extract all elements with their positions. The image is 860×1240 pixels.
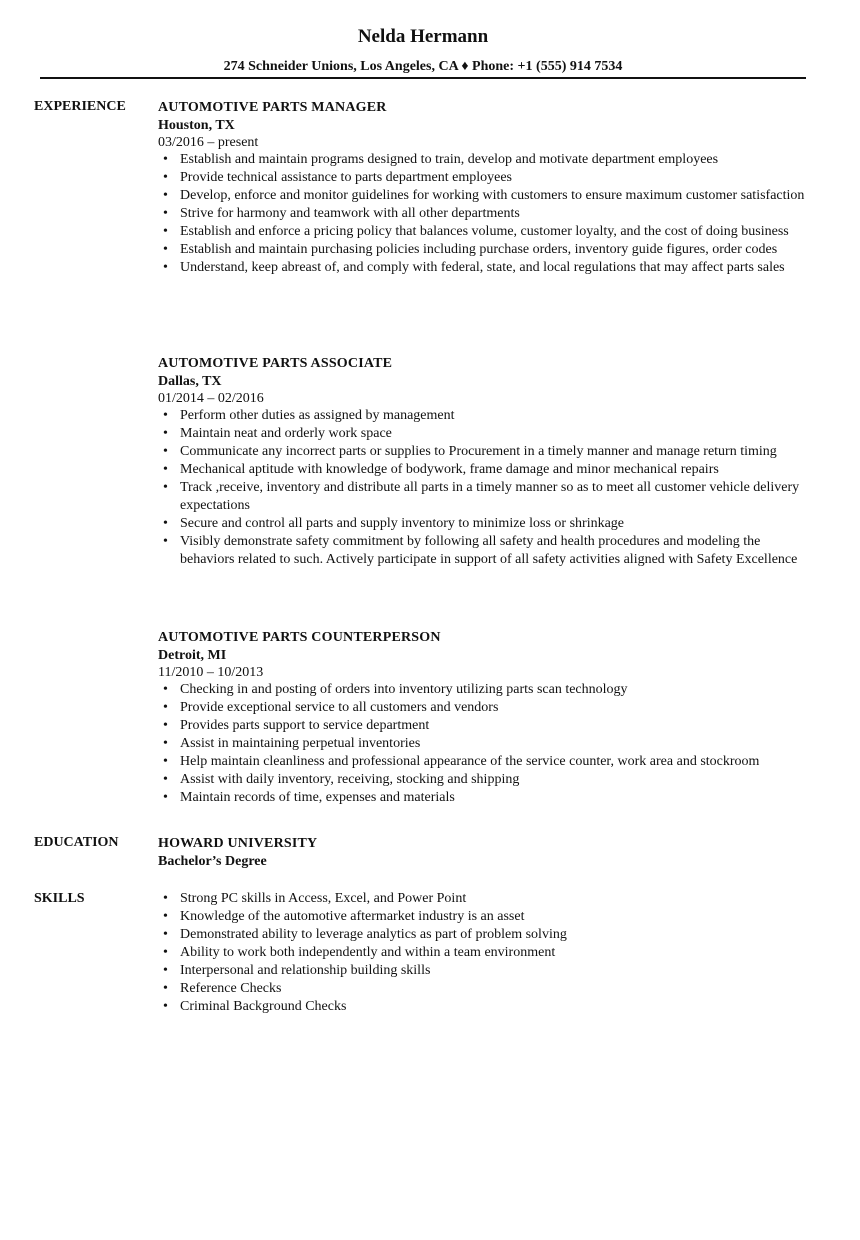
- list-item: • Perform other duties as assigned by management: [158, 407, 818, 425]
- school-name: HOWARD UNIVERSITY: [158, 836, 318, 851]
- list-item: • Demonstrated ability to leverage analytics as part of problem solving: [158, 926, 818, 944]
- list-item: • Establish and maintain programs designed to train, develop and motivate department employees: [158, 151, 818, 169]
- job-duties: [158, 681, 818, 807]
- list-item: • Mechanical aptitude with knowledge of bodywork, frame damage and minor mechanical repairs: [158, 461, 818, 479]
- list-item: • Assist in maintaining perpetual inventories: [158, 735, 818, 753]
- list-item: • Assist with daily inventory, receiving, stocking and shipping: [158, 771, 818, 789]
- education-entry: [158, 835, 818, 871]
- list-item: • Establish and enforce a pricing policy that balances volume, customer loyalty, and the cost of doing business: [158, 223, 818, 241]
- list-item: • Maintain records of time, expenses and materials: [158, 789, 818, 807]
- job-title: AUTOMOTIVE PARTS COUNTERPERSON: [158, 630, 441, 645]
- job-location: Dallas, TX: [158, 374, 222, 389]
- list-item: • Secure and control all parts and supply inventory to minimize loss or shrinkage: [158, 515, 818, 533]
- job-duties: [158, 407, 818, 569]
- job-entry: [158, 99, 818, 277]
- list-item: • Communicate any incorrect parts or supplies to Procurement in a timely manner and manage return timing: [158, 443, 818, 461]
- list-item: • Provide exceptional service to all customers and vendors: [158, 699, 818, 717]
- section-label-skills: SKILLS: [34, 891, 85, 906]
- list-item: • Checking in and posting of orders into inventory utilizing parts scan technology: [158, 681, 818, 699]
- list-item: • Provides parts support to service department: [158, 717, 818, 735]
- skills-bullets: [158, 890, 818, 1016]
- list-item: • Criminal Background Checks: [158, 998, 818, 1016]
- list-item: • Develop, enforce and monitor guidelines for working with customers to ensure maximum customer satisfaction: [158, 187, 818, 205]
- job-dates: 11/2010 – 10/2013: [158, 665, 264, 680]
- list-item: • Visibly demonstrate safety commitment by following all safety and health procedures and modeling the behaviors related to such. Actively participate in support of all safety activities aligned with Safety Excellence: [158, 533, 818, 569]
- list-item: • Interpersonal and relationship building skills: [158, 962, 818, 980]
- skills-list: [158, 890, 818, 1016]
- list-item: • Track ,receive, inventory and distribute all parts in a timely manner so as to meet all customer vehicle delivery expectations: [158, 479, 818, 515]
- job-dates: 03/2016 – present: [158, 135, 259, 150]
- degree: Bachelor’s Degree: [158, 854, 267, 869]
- list-item: • Ability to work both independently and within a team environment: [158, 944, 818, 962]
- list-item: • Understand, keep abreast of, and comply with federal, state, and local regulations that may affect parts sales: [158, 259, 818, 277]
- job-entry: [158, 355, 818, 569]
- header-divider: [40, 77, 806, 79]
- list-item: • Strong PC skills in Access, Excel, and Power Point: [158, 890, 818, 908]
- section-label-education: EDUCATION: [34, 835, 119, 850]
- job-title: AUTOMOTIVE PARTS MANAGER: [158, 100, 387, 115]
- job-location: Detroit, MI: [158, 648, 227, 663]
- job-dates: 01/2014 – 02/2016: [158, 391, 264, 406]
- job-duties: [158, 151, 818, 277]
- job-location: Houston, TX: [158, 118, 235, 133]
- candidate-name: Nelda Hermann: [357, 26, 489, 47]
- job-title: AUTOMOTIVE PARTS ASSOCIATE: [158, 356, 393, 371]
- list-item: • Help maintain cleanliness and professional appearance of the service counter, work area and stockroom: [158, 753, 818, 771]
- list-item: • Knowledge of the automotive aftermarket industry is an asset: [158, 908, 818, 926]
- contact-line: 274 Schneider Unions, Los Angeles, CA ♦ Phone: +1 (555) 914 7534: [223, 59, 623, 74]
- section-label-experience: EXPERIENCE: [34, 99, 126, 114]
- list-item: • Maintain neat and orderly work space: [158, 425, 818, 443]
- job-entry: [158, 629, 818, 807]
- list-item: • Establish and maintain purchasing policies including purchase orders, inventory guide figures, order codes: [158, 241, 818, 259]
- list-item: • Provide technical assistance to parts department employees: [158, 169, 818, 187]
- list-item: • Strive for harmony and teamwork with all other departments: [158, 205, 818, 223]
- list-item: • Reference Checks: [158, 980, 818, 998]
